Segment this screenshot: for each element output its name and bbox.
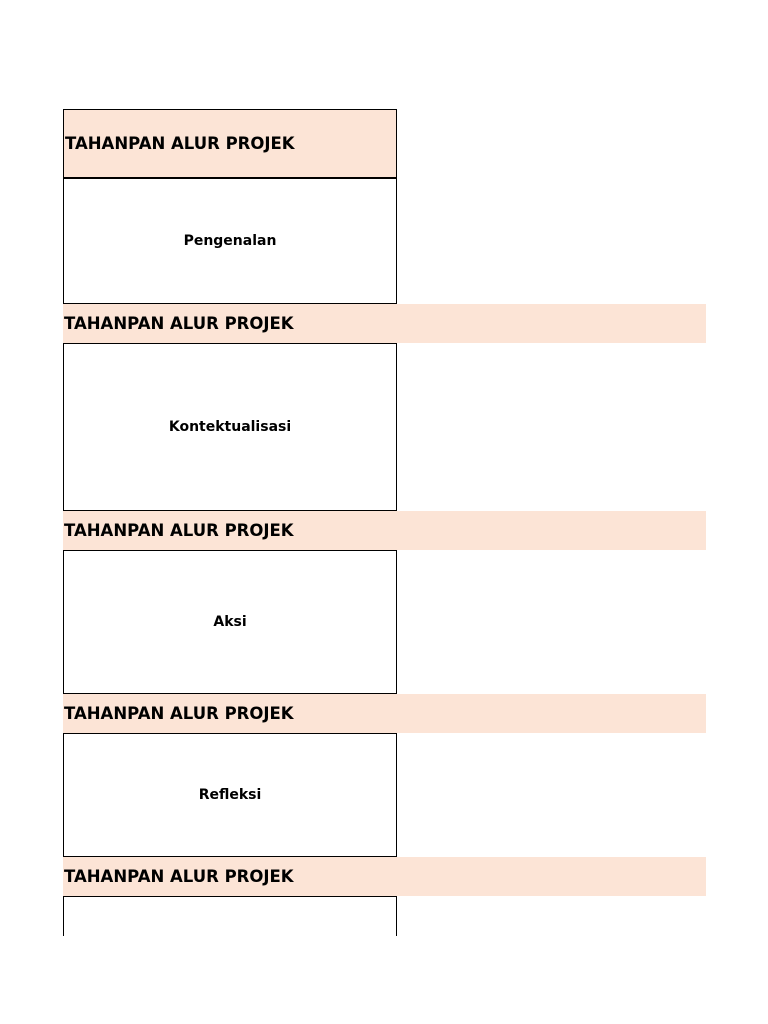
stage-header-4[interactable]	[63, 694, 706, 733]
stage-header-label: TAHANPAN ALUR PROJEK	[64, 314, 294, 333]
stage-cell-aksi[interactable]	[63, 550, 397, 694]
stage-name: Refleksi	[198, 787, 262, 803]
stage-cell-next[interactable]	[63, 896, 397, 936]
stage-header-3[interactable]	[63, 511, 706, 550]
stage-header-label: TAHANPAN ALUR PROJEK	[65, 134, 295, 153]
stage-header-1[interactable]	[63, 109, 397, 179]
stage-name: Aksi	[213, 614, 247, 630]
stage-header-label: TAHANPAN ALUR PROJEK	[64, 521, 294, 540]
stage-cell-kontektualisasi[interactable]	[63, 343, 397, 511]
stage-cell-refleksi[interactable]	[63, 733, 397, 857]
stage-name: Kontektualisasi	[168, 419, 292, 435]
stage-name: Pengenalan	[183, 233, 277, 249]
stage-header-5[interactable]	[63, 857, 706, 896]
stage-cell-pengenalan[interactable]	[63, 179, 397, 304]
stage-header-label: TAHANPAN ALUR PROJEK	[64, 704, 294, 723]
stage-header-2[interactable]	[63, 304, 706, 343]
stage-header-label: TAHANPAN ALUR PROJEK	[64, 867, 294, 886]
